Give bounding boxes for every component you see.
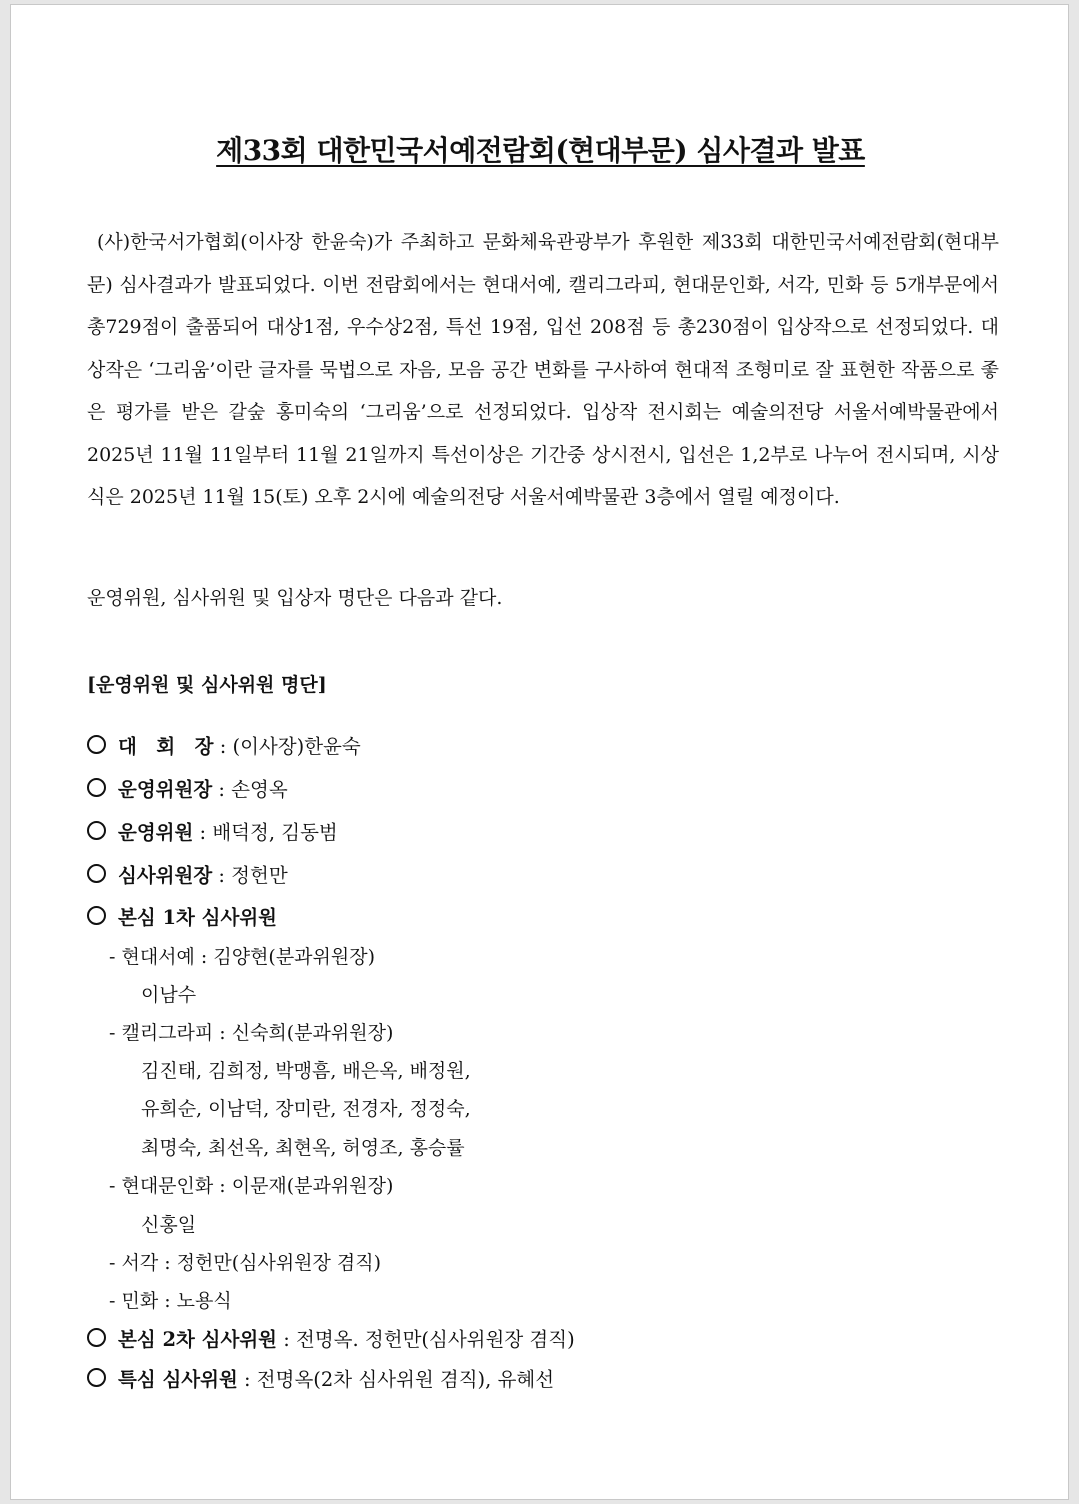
circle-bullet-icon — [87, 864, 106, 883]
circle-bullet-icon — [87, 821, 106, 840]
list-item-round2 — [87, 1324, 575, 1352]
entry-label: 심사위원장 — [118, 864, 213, 887]
round1-carving: - 서각 : 정헌만(심사위원장 겸직) — [109, 1252, 382, 1274]
round1-calligraphy-members-2: 유희순, 이남덕, 장미란, 전경자, 정정숙, — [141, 1098, 471, 1120]
circle-bullet-icon — [87, 1328, 106, 1347]
intro-line: 운영위원, 심사위원 및 입상자 명단은 다음과 같다. — [87, 587, 503, 609]
circle-bullet-icon — [87, 1368, 106, 1387]
list-item-ops-members — [87, 817, 338, 845]
list-item-judge-chair — [87, 860, 288, 888]
list-item-special — [87, 1364, 554, 1392]
circle-bullet-icon — [87, 906, 106, 925]
round1-literati-members: 신홍일 — [141, 1214, 197, 1236]
list-item-round1 — [87, 902, 277, 930]
entry-value: : (이사장)한윤숙 — [213, 735, 361, 758]
entry-value: : 전명옥. 정헌만(심사위원장 겸직) — [277, 1328, 575, 1351]
entry-value: : 배덕정, 김동범 — [193, 821, 338, 844]
page-title — [11, 129, 1070, 169]
announcement-paragraph: (사)한국서가협회(이사장 한윤숙)가 주최하고 문화체육관광부가 후원한 제33회 대한민국서예전람회(현대부문) 심사결과가 발표되었다. 이번 전람회에서는 현대서예, 캘리그라피, 현대문인화, 서각, 민화 등 5개부문에서 총729점이 출품되어 대상1점, 우수상2점, 특선 19점, 입선 208점 등 총230점이 입상작으로 선정되었다. 대상작은 ‘그리움’이란 글자를 묵법으로 자음, 모음 공간 변화를 구사하여 현대적 조형미로 잘 표현한 작품으로 좋은 평가를 받은 갈숲 홍미숙의 ‘그리움’으로 선정되었다. 입상작 전시회는 예술의전당 서울서예박물관에서 2025년 11월 11일부터 11월 21일까지 특선이상은 기간중 상시전시, 입선은 1,2부로 나누어 전시되며, 시상식은 2025년 11월 15(토) 오후 2시에 예술의전당 서울서예박물관 3층에서 열릴 예정이다. — [87, 231, 999, 508]
round1-calligraphy: - 캘리그라피 : 신숙희(분과위원장) — [109, 1022, 394, 1044]
round1-folk: - 민화 : 노용식 — [109, 1290, 232, 1312]
list-item-chair — [87, 731, 361, 759]
entry-value: : 전명옥(2차 심사위원 겸직), 유혜선 — [237, 1368, 555, 1391]
document-page — [10, 4, 1069, 1500]
circle-bullet-icon — [87, 778, 106, 797]
round1-modern-calligraphy-members: 이남수 — [141, 984, 197, 1006]
round1-literati: - 현대문인화 : 이문재(분과위원장) — [109, 1175, 394, 1197]
page-title-text: 제33회 대한민국서예전람회(현대부문) 심사결과 발표 — [216, 134, 865, 167]
section-heading: [운영위원 및 심사위원 명단] — [87, 674, 327, 696]
list-item-ops-chair — [87, 774, 288, 802]
entry-label: 특심 심사위원 — [118, 1368, 238, 1391]
circle-bullet-icon — [87, 735, 106, 754]
entry-label: 본심 1차 심사위원 — [118, 906, 278, 929]
entry-label: 운영위원장 — [118, 778, 213, 801]
entry-label: 대 회 장 — [118, 735, 214, 758]
entry-label: 운영위원 — [118, 821, 194, 844]
round1-calligraphy-members-1: 김진태, 김희정, 박맹흠, 배은옥, 배정원, — [141, 1060, 471, 1082]
entry-label: 본심 2차 심사위원 — [118, 1328, 278, 1351]
round1-calligraphy-members-3: 최명숙, 최선옥, 최현옥, 허영조, 홍승률 — [141, 1137, 465, 1159]
entry-value: : 손영옥 — [212, 778, 288, 801]
round1-modern-calligraphy: - 현대서예 : 김양현(분과위원장) — [109, 946, 376, 968]
entry-value: : 정헌만 — [212, 864, 288, 887]
